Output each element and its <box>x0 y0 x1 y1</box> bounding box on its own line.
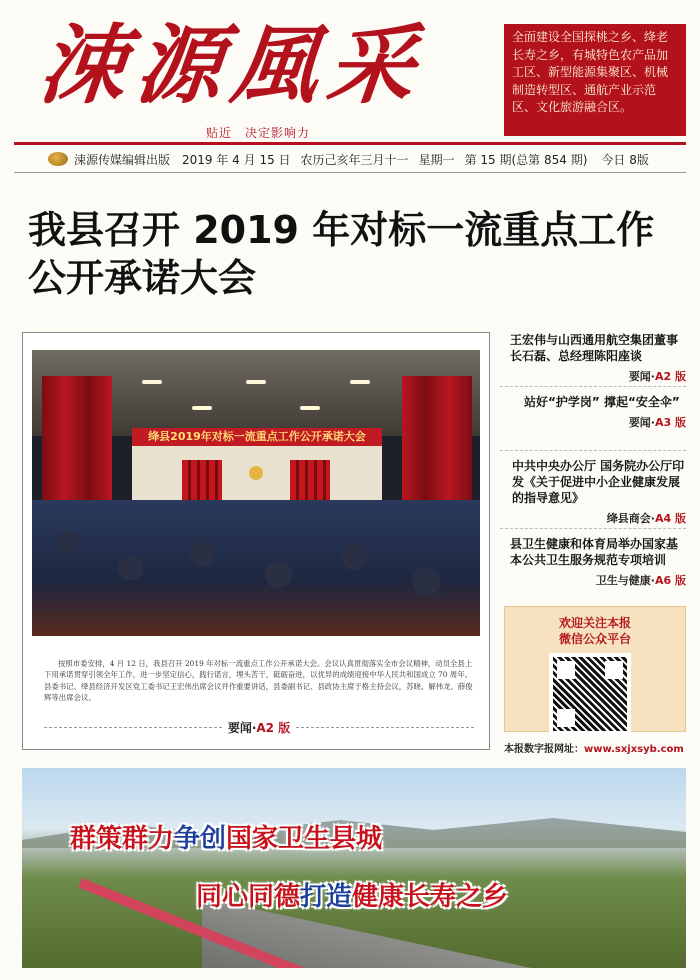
divider <box>500 450 686 451</box>
digital-label: 本报数字报网址： <box>504 744 584 755</box>
jump-label[interactable] <box>228 719 290 736</box>
qr-code-icon[interactable] <box>549 653 631 735</box>
divider <box>500 386 686 387</box>
brief-page: A2 版 <box>655 370 686 383</box>
lead-photo[interactable] <box>32 350 480 636</box>
brief-jump[interactable] <box>500 510 686 526</box>
brief-title[interactable]: 中共中央办公厅 国务院办公厅印发《关于促进中小企业健康发展的指导意见》 <box>512 459 685 505</box>
flags-left <box>182 460 222 500</box>
masthead-title: 涑源風采 <box>34 15 430 116</box>
jump-section: 要闻· <box>227 720 257 735</box>
ceiling-light <box>142 380 162 384</box>
divider <box>296 727 474 728</box>
slogan-1a: 群策群力 <box>70 824 175 854</box>
wechat-qr-panel <box>504 606 686 732</box>
lunar-date: 农历己亥年三月十一 <box>300 152 409 167</box>
qr-title <box>505 615 685 647</box>
brief-page: A3 版 <box>655 416 686 429</box>
brief-page: A6 版 <box>655 574 686 587</box>
page-count: 今日 8版 <box>601 152 649 167</box>
masthead-rule <box>14 142 686 145</box>
ceiling-light <box>246 380 266 384</box>
publisher-logo-icon <box>48 152 68 166</box>
brief-title[interactable]: 县卫生健康和体育局举办国家基本公共卫生服务规范专项培训 <box>510 537 679 567</box>
slogan-2c: 健康长寿之乡 <box>352 882 509 912</box>
brief-item[interactable] <box>500 458 686 526</box>
dateline <box>14 148 686 170</box>
issue-number: 第 15 期(总第 854 期) <box>464 152 588 167</box>
digital-url[interactable]: www.sxjxsyb.com <box>584 744 684 755</box>
slogan-2b: 打造 <box>300 882 353 912</box>
ceiling-light <box>350 380 370 384</box>
brief-jump[interactable] <box>500 368 686 384</box>
audience <box>32 500 480 636</box>
stage-banner: 绛县2019年对标一流重点工作公开承诺大会 <box>132 428 382 446</box>
lead-story-body: 按照市委安排，4 月 12 日，我县召开 2019 年对标一流重点工作公开承诺大会。会议认真贯彻落实全市会议精神，动员全县上下用承诺贯穿引领全年工作，进一步坚定信心，践行诺言，埋头苦干，砥砺奋进，以优异的成绩迎接中华人民共和国成立 70 周年。县委书记、绛县经济开发区党工委书记王宏伟出席会议并作重要讲话，县委副书记、县政协主席于格主持会议，苏晓、解伟龙、薛俊辉等出席会议。 <box>44 659 473 703</box>
brief-page: A4 版 <box>655 512 686 525</box>
brief-title[interactable]: 王宏伟与山西通用航空集团董事长石磊、总经理陈阳座谈 <box>510 333 679 363</box>
brief-jump[interactable] <box>500 414 686 430</box>
ceiling-light <box>192 406 212 410</box>
dateline-rule <box>14 172 686 173</box>
brief-item[interactable] <box>500 394 686 430</box>
divider <box>500 528 686 529</box>
brief-section: 卫生与健康· <box>595 574 655 587</box>
brief-jump[interactable] <box>500 572 686 588</box>
party-emblem-icon <box>249 466 263 480</box>
banner-slogan-2 <box>196 876 676 920</box>
brief-section: 绛县商会· <box>606 512 655 525</box>
bottom-banner-image <box>22 768 686 968</box>
slogan-1c: 国家卫生县城 <box>226 824 383 854</box>
brief-section: 要闻· <box>628 370 655 383</box>
slogan-1b: 争创 <box>174 824 227 854</box>
banner-slogan-1 <box>70 818 550 862</box>
brief-title[interactable]: 站好“护学岗” 撑起“安全伞” <box>524 395 680 409</box>
lead-story-jump[interactable] <box>44 718 474 736</box>
qr-title-line2: 微信公众平台 <box>558 632 631 646</box>
publisher: 涑源传媒编辑出版 <box>74 152 171 167</box>
digital-edition <box>504 740 686 756</box>
flags-right <box>290 460 330 500</box>
masthead-slogan: 贴近 决定影响力 <box>206 126 311 140</box>
date: 2019 年 4 月 15 日 <box>182 152 291 167</box>
qr-title-line1: 欢迎关注本报 <box>558 616 631 630</box>
divider <box>44 727 222 728</box>
page-headline[interactable]: 我县召开 2019 年对标一流重点工作公开承诺大会 <box>28 208 655 300</box>
promo-box: 全面建设全国探桃之乡、绛老长寿之乡，有城特色农产品加工区、新型能源集聚区、机械制造转型区、通航产业示范区、文化旅游融合区。 <box>504 24 686 136</box>
slogan-2a: 同心同德 <box>196 882 301 912</box>
ceiling-light <box>300 406 320 410</box>
weekday: 星期一 <box>418 152 455 167</box>
brief-section: 要闻· <box>628 416 655 429</box>
brief-item[interactable] <box>500 332 686 384</box>
brief-item[interactable] <box>500 536 686 588</box>
jump-page: A2 版 <box>256 720 291 735</box>
